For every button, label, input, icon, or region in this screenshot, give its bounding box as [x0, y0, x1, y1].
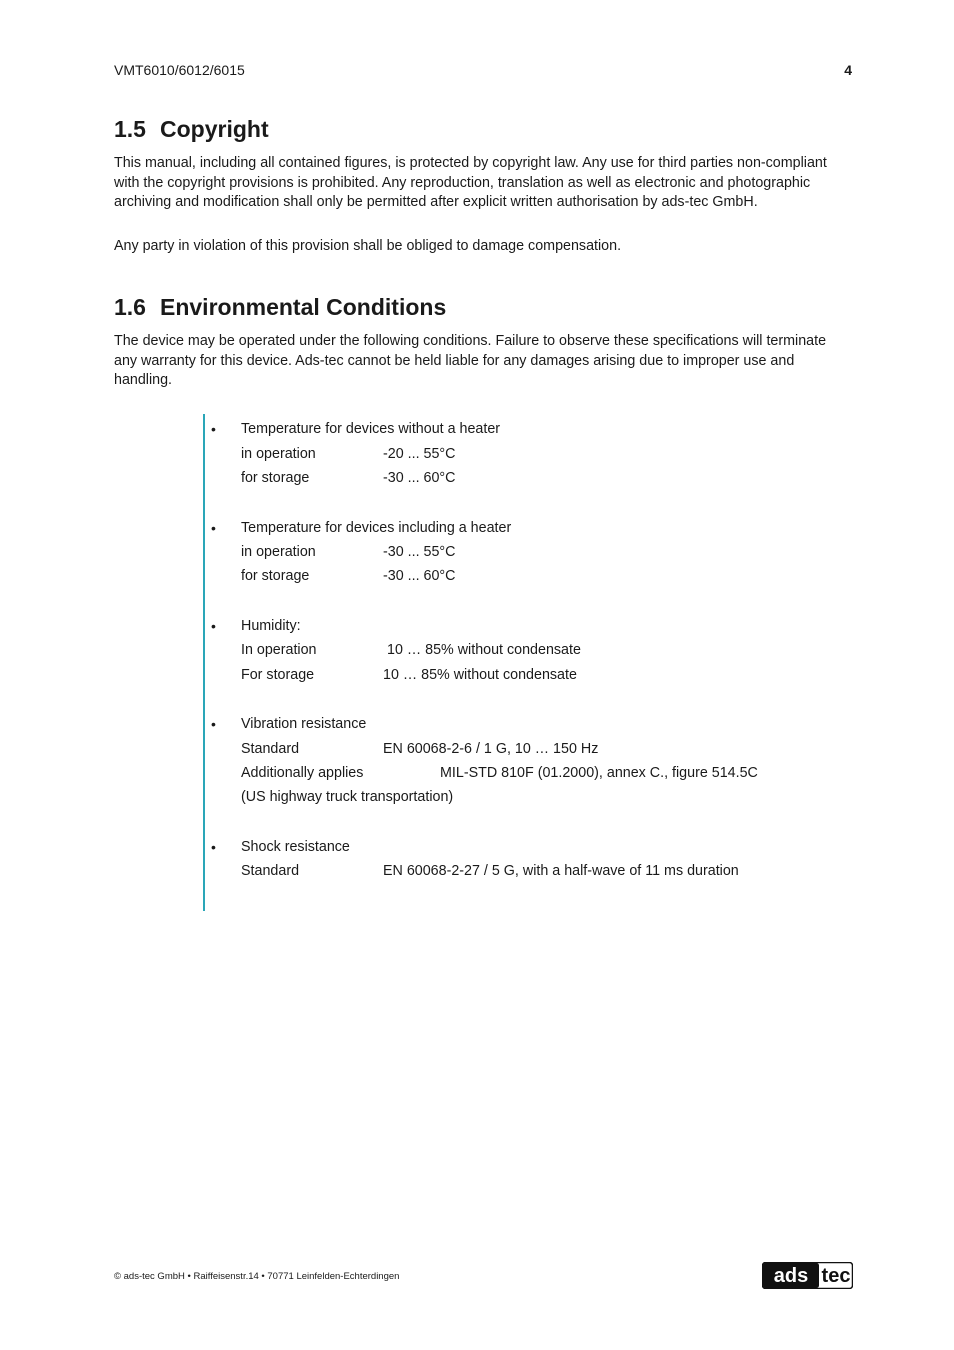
row-label: Standard [241, 863, 300, 879]
row-value: EN 60068-2-6 / 1 G, 10 … 150 Hz [383, 741, 599, 757]
logo-text-ads: ads [773, 1265, 809, 1287]
row-value: 10 … 85% without condensate [387, 642, 581, 658]
section-number: 1.6 [114, 294, 146, 320]
section-heading-copyright [114, 116, 269, 143]
section-title: Copyright [160, 116, 269, 142]
row-value: -30 ... 55°C [383, 544, 456, 560]
bullet-icon: • [211, 618, 216, 634]
row-note: (US highway truck transportation) [241, 789, 454, 805]
row-value: -20 ... 55°C [383, 446, 456, 462]
group-heading: Vibration resistance [241, 716, 367, 732]
ads-tec-logo [762, 1262, 853, 1289]
row-value: MIL-STD 810F (01.2000), annex C., figure 514.5C [440, 765, 758, 781]
environment-intro: The device may be operated under the following conditions. Failure to observe these specifications will terminate any warranty for this device. Ads-tec cannot be held liable for any damages arising due to improper use and handling. [114, 333, 827, 389]
document-code: VMT6010/6012/6015 [114, 62, 245, 78]
section-number: 1.5 [114, 116, 146, 142]
group-heading: Temperature for devices without a heater [241, 421, 501, 437]
logo-text-tec: tec [821, 1265, 851, 1287]
row-label: in operation [241, 544, 316, 560]
footer-address: © ads-tec GmbH • Raiffeisenstr.14 • 70771 Leinfelden-Echterdingen [114, 1271, 400, 1282]
row-value: -30 ... 60°C [383, 568, 456, 584]
row-label: For storage [241, 667, 315, 683]
row-label: for storage [241, 470, 310, 486]
row-value: EN 60068-2-27 / 5 G, with a half-wave of 11 ms duration [383, 863, 739, 879]
bullet-icon: • [211, 839, 216, 855]
copyright-paragraph: This manual, including all contained figures, is protected by copyright law. Any use for third parties non-compliant with the copyright provisions is prohibited. Any reproduction, translation as well as electronic and photographic archiving and modification shall only be permitted after explicit written authorisation by ads-tec GmbH. [114, 155, 827, 211]
row-label: in operation [241, 446, 316, 462]
group-heading: Humidity: [241, 618, 301, 634]
bullet-icon: • [211, 520, 216, 536]
accent-bar [203, 414, 205, 911]
bullet-icon: • [211, 421, 216, 437]
section-title: Environmental Conditions [160, 294, 447, 320]
row-label: In operation [241, 642, 317, 658]
page-number: 4 [844, 62, 852, 78]
row-label: for storage [241, 568, 310, 584]
group-heading: Temperature for devices including a heater [241, 520, 512, 536]
group-heading: Shock resistance [241, 839, 350, 855]
row-value: -30 ... 60°C [383, 470, 456, 486]
bullet-icon: • [211, 716, 216, 732]
section-heading-environment [114, 294, 446, 321]
row-label: Standard [241, 741, 300, 757]
row-label: Additionally applies [241, 765, 364, 781]
row-value: 10 … 85% without condensate [383, 667, 577, 683]
violation-paragraph: Any party in violation of this provision shall be obliged to damage compensation. [114, 238, 622, 254]
